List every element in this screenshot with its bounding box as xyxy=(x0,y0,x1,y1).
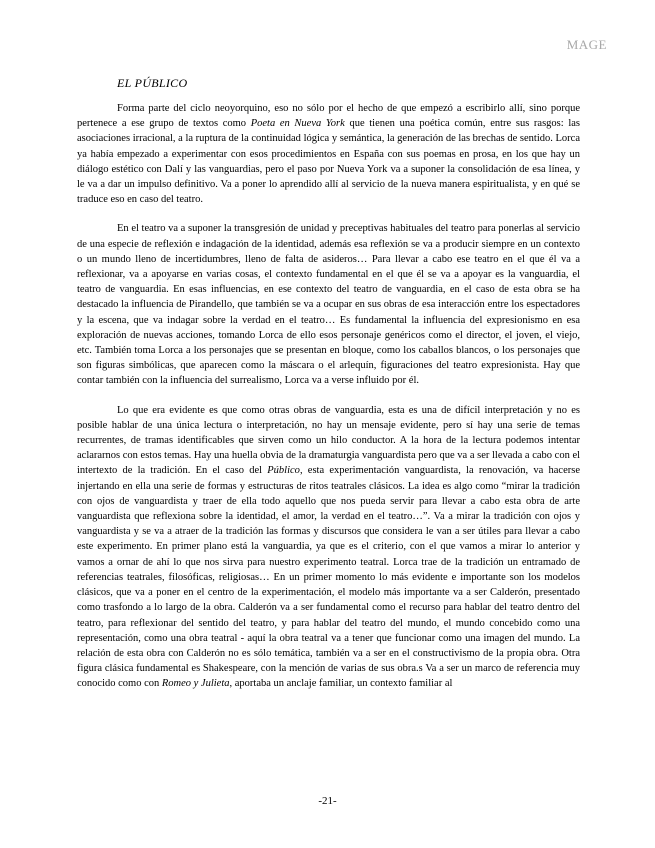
paragraph-3-text-c: , aportaba un anclaje familiar, un contexto familiar al xyxy=(229,678,453,690)
paragraph-3-title-romeo: Romeo y Julieta xyxy=(161,678,230,690)
paragraph-1-text-b: que tienen una poética común, entre sus rasgos: las asociaciones irracional, a la ruptura de la continuidad lógica y semántica, la generación de las brechas de sentido. Lorca ya había empezado a experimentar con esos procedimientos en España con sus poemas en prosa, en los que hay un diálogo estético con Dalí y las vanguardias, pero el paso por Nueva York va a suponer la consolidación de esa línea, y le va a dar un impulso definitivo. Va a poner lo aprendido allí al servicio de la nueva manera espiritualista, y en qué se traduce eso en caso del teatro. xyxy=(77,118,580,206)
body-text xyxy=(77,101,580,692)
paragraph-3-title-publico: Público xyxy=(267,465,300,477)
page-number: -21- xyxy=(318,795,337,807)
paragraph-1 xyxy=(77,101,580,207)
header-watermark: MAGE xyxy=(566,37,607,52)
paragraph-3 xyxy=(77,403,580,692)
paragraph-2 xyxy=(77,221,580,388)
paragraph-3-text-a: Lo que era evidente es que como otras obras de vanguardia, esta es una de difícil interpretación y no es posible hablar de una única lectura o interpretación, no hay un mensaje evidente, pero sí hay una serie de temas recurrentes, de tramas identificables que sirven como un hilo conductor. A la hora de la lectura podemos intentar aclararnos con estos temas. Hay una huella obvia de la dramaturgia vanguardista pero que va a ser llevada a cabo con el intertexto de la tradición. En el caso del xyxy=(77,404,581,477)
section-title: EL PÚBLICO xyxy=(117,76,188,90)
paragraph-1-text-a: Forma parte del ciclo neoyorquino, eso no sólo por el hecho de que empezó a escribirlo allí, sino porque pertenece a ese grupo de textos como xyxy=(77,103,580,130)
paragraph-1-title-poeta: Poeta en Nueva York xyxy=(250,118,345,130)
paragraph-3-text-b: , esta experimentación vanguardista, la renovación, va hacerse injertando en ella una serie de formas y estructuras de ritos teatrales clásicos. La idea es algo como “mirar la tradición con ojos de vanguardista y traer de ella todo aquello que nos pueda servir para llevar a cabo esta obra de arte vanguardista que reflexiona sobre la identidad, el amor, la verdad en el teatro…”. Va a mirar la tradición con ojos y vanguardista y se va a atraer de la tradición las formas y discursos que considera le van a ser útiles para llevar a cabo este experimento. En primer plano está la vanguardia, ya que es el criterio, con el que vamos a mirar lo anterior y vamos a ornar de ahí lo que nos sirva para nuestro experimento teatral. Lorca trae de la tradición un entramado de referencias teatrales, filosóficas, religiosas… En un primer momento lo más evidente e importante son los modelos clásicos, que va a poner en el centro de la experimentación, el modelo más importante va a ser Calderón, presentado como trasfondo a lo largo de la obra. Calderón va a ser fundamental como el recurso para hablar del teatro dentro del teatro, para reflexionar del sentido del teatro, y para hablar del teatro del mundo, el mundo concebido como una representación, como una obra teatral - aquí la obra teatral va a tener que funcionar como una imagen del mundo. La relación de esta obra con Calderón no es sólo temática, también va a ser en el constructivismo de la propia obra. Otra figura clásica fundamental es Shakespeare, con la mención de varias de sus obra.s Va a ser un marco de referencia muy conocido como con xyxy=(77,465,580,690)
paragraph-2-text: En el teatro va a suponer la transgresión de unidad y preceptivas habituales del teatro para ponerlas al servicio de una especie de reflexión e indagación de la identidad, además esa reflexión se va a producir siempre en un contexto o un mundo lleno de incertidumbres, lleno de falta de asideros… Para llevar a cabo ese teatro en el que él va a reflexionar, va a apoyarse en varias cosas, el contexto fundamental en el que él se va a apoyar es la vanguardia, el teatro de vanguardia. En esas influencias, en ese contexto del teatro de vanguardia, en el caso de esta obra se ha destacado la influencia de Pirandello, que también se va a ocupar en sus obras de esa interacción entre los espectadores y la escena, que va indagar sobre la verdad en el teatro… Es fundamental la influencia del expresionismo en esa exploración de nuevas acciones, tomando Lorca de ello esos personaje genéricos como el director, el joven, el viejo, etc. También toma Lorca a los personajes que se presentan en bloque, como los caballos blancos, o los personajes que son figuras simbólicas, que aparecen como la máscara o el arlequín, figuraciones del teatro expresionista. Hay que contar también con la influencia del surrealismo, Lorca va a verse influido por él. xyxy=(77,223,580,387)
